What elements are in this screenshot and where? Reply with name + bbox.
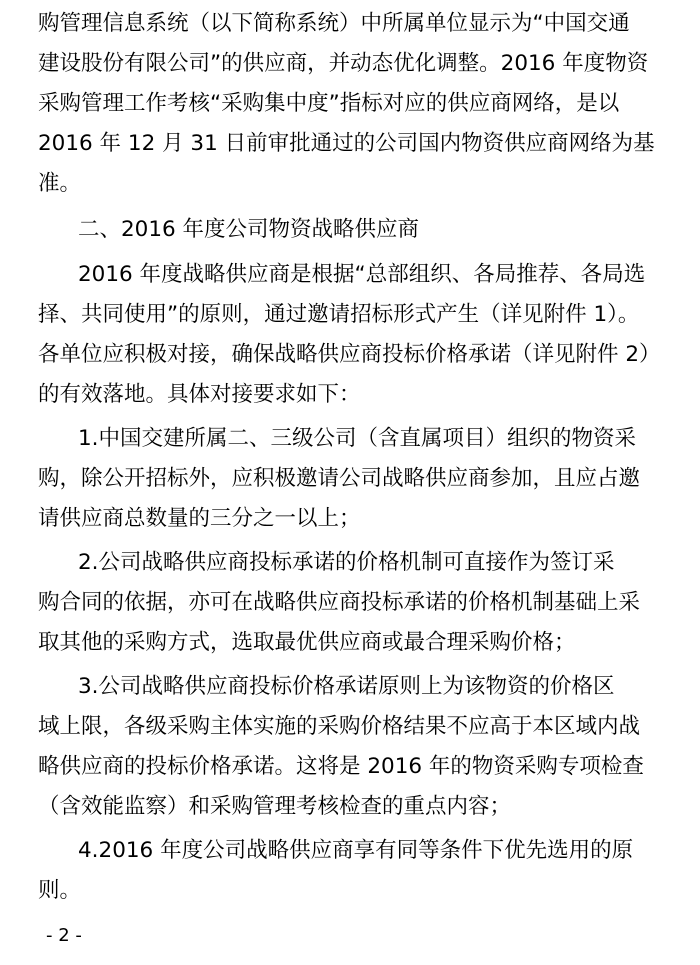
text-line-4: 2016 年 12 月 31 日前审批通过的公司国内物资供应商网络为基 [38, 131, 655, 156]
text-line-2: 建设股份有限公司”的供应商，并动态优化调整。2016 年度物资 [38, 51, 649, 76]
text-line-10: 的有效落地。具体对接要求如下： [38, 382, 361, 407]
text-line-7: 2016 年度战略供应商是根据“总部组织、各局推荐、各局选 [78, 262, 646, 287]
text-line-5: 准。 [38, 171, 82, 196]
text-line-14: 2.公司战略供应商投标承诺的价格机制可直接作为签订采 [78, 550, 615, 575]
text-line-9: 各单位应积极对接，确保战略供应商投标价格承诺（详见附件 2） [38, 342, 661, 367]
text-line-17: 3.公司战略供应商投标价格承诺原则上为该物资的价格区 [78, 674, 615, 699]
text-line-20: （含效能监察）和采购管理考核检查的重点内容； [38, 794, 512, 819]
text-line-1: 购管理信息系统（以下简称系统）中所属单位显示为“中国交通 [38, 11, 630, 36]
text-line-19: 略供应商的投标价格承诺。这将是 2016 年的物资采购专项检查 [38, 754, 644, 779]
text-line-21: 4.2016 年度公司战略供应商享有同等条件下优先选用的原 [78, 838, 634, 863]
text-line-15: 购合同的依据，亦可在战略供应商投标承诺的价格机制基础上采 [38, 590, 641, 615]
text-line-8: 择、共同使用”的原则，通过邀请招标形式产生（详见附件 1）。 [38, 302, 640, 327]
section-heading: 二、2016 年度公司物资战略供应商 [78, 217, 420, 242]
text-line-22: 则。 [38, 878, 82, 903]
text-line-12: 购，除公开招标外，应积极邀请公司战略供应商参加，且应占邀 [38, 466, 641, 491]
text-line-11: 1.中国交建所属二、三级公司（含直属项目）组织的物资采 [78, 426, 637, 451]
text-line-13: 请供应商总数量的三分之一以上； [38, 506, 361, 531]
text-line-18: 域上限，各级采购主体实施的采购价格结果不应高于本区域内战 [38, 714, 641, 739]
text-line-3: 采购管理工作考核“采购集中度”指标对应的供应商网络，是以 [38, 91, 620, 116]
text-line-16: 取其他的采购方式，选取最优供应商或最合理采购价格； [38, 630, 576, 655]
page-number: - 2 - [46, 925, 82, 946]
